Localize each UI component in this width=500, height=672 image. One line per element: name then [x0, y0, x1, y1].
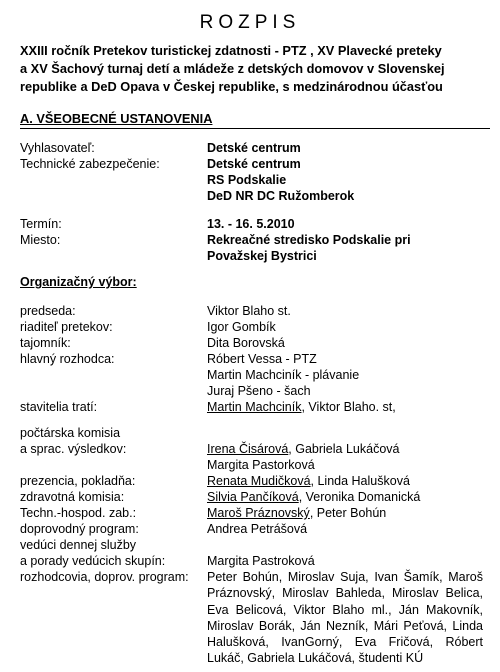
value-hlavny: Martin Machciník - plávanie [207, 368, 360, 382]
subtitle-line: XXIII ročník Pretekov turistickej zdatnosti - PTZ , XV Plavecké preteky [20, 43, 442, 58]
poctarska-lead: Irena Čisárová [207, 442, 289, 456]
label-veduci: vedúci dennej služby [20, 538, 137, 552]
stavitelia-lead: Martin Machciník [207, 400, 302, 414]
label-veduci-2: a porady vedúcich skupín: [20, 554, 166, 568]
value-hlavny: Róbert Vessa - PTZ [207, 352, 317, 366]
zdravotna-lead: Silvia Pančíková [207, 490, 299, 504]
section-divider [20, 128, 490, 129]
value-prezencia [207, 473, 495, 489]
value-poctarska-2: Margita Pastorková [207, 458, 315, 472]
value-techn [207, 505, 495, 521]
value-poctarska [207, 441, 495, 457]
label-riaditel: riaditeľ pretekov: [20, 320, 113, 334]
poctarska-rest: , Gabriela Lukáčová [288, 442, 400, 456]
label-stavitelia: stavitelia tratí: [20, 400, 98, 414]
label-prezencia: prezencia, pokladňa: [20, 474, 136, 488]
value-tech: RS Podskalie [207, 173, 287, 187]
prezencia-lead: Renata Mudičková [207, 474, 311, 488]
stavitelia-rest: , Viktor Blaho. st, [301, 400, 396, 414]
label-rozhodcovia: rozhodcovia, doprov. program: [20, 570, 189, 584]
techn-rest: , Peter Bohún [309, 506, 387, 520]
value-tajomnik: Dita Borovská [207, 336, 285, 350]
label-tech: Technické zabezpečenie: [20, 157, 160, 171]
prezencia-rest: , Linda Halušková [310, 474, 410, 488]
value-riaditel: Igor Gombík [207, 320, 276, 334]
value-stavitelia [207, 399, 495, 415]
value-hlavny: Juraj Pšeno - šach [207, 384, 311, 398]
label-poctarska: počtárska komisia [20, 426, 121, 440]
label-miesto: Miesto: [20, 233, 61, 247]
label-vyhlasovatel: Vyhlasovateľ: [20, 141, 95, 155]
value-predseda: Viktor Blaho st. [207, 304, 291, 318]
section-heading-general: A. VŠEOBECNÉ USTANOVENIA [20, 111, 213, 126]
value-tech: Detské centrum [207, 157, 301, 171]
section-heading-org: Organizačný výbor: [20, 275, 137, 289]
value-miesto: Rekreačné stredisko Podskalie pri [207, 233, 411, 247]
label-hlavny: hlavný rozhodca: [20, 352, 115, 366]
label-predseda: predseda: [20, 304, 76, 318]
label-doprovodny: doprovodný program: [20, 522, 139, 536]
document-title: ROZPIS [199, 12, 301, 33]
value-vyhlasovatel: Detské centrum [207, 141, 301, 155]
value-termin: 13. - 16. 5.2010 [207, 217, 295, 231]
techn-lead: Maroš Práznovský [207, 506, 310, 520]
value-doprovodny: Andrea Petrášová [207, 522, 308, 536]
label-poctarska-2: a sprac. výsledkov: [20, 442, 127, 456]
value-miesto: Považskej Bystrici [207, 249, 317, 263]
label-zdravotna: zdravotná komisia: [20, 490, 125, 504]
value-tech: DeD NR DC Ružomberok [207, 189, 355, 203]
label-techn: Techn.-hospod. zab.: [20, 506, 137, 520]
subtitle-line: a XV Šachový turnaj detí a mládeže z detských domovov v Slovenskej [20, 61, 445, 76]
value-zdravotna [207, 489, 495, 505]
label-termin: Termín: [20, 217, 62, 231]
value-rozhodcovia: Peter Bohún, Miroslav Suja, Ivan Šamík, Maroš Práznovský, Miroslav Bahleda, Miroslav Belica, Eva Belicová, Viktor Blaho ml., Ján Makovník, Miroslav Borák, Ján Nezník, Mári Peťová, Linda Halušková, IvanGorný, Eva Fričová, Róbert Lukáč, Gabriela Lukáčová, študenti KÚ [207, 570, 483, 666]
label-tajomnik: tajomník: [20, 336, 71, 350]
zdravotna-rest: , Veronika Domanická [298, 490, 421, 504]
subtitle-line: republike a DeD Opava v Českej republike, s medzinárodnou účasťou [20, 79, 443, 94]
value-veduci: Margita Pastroková [207, 554, 315, 568]
document-subtitle [20, 42, 490, 96]
